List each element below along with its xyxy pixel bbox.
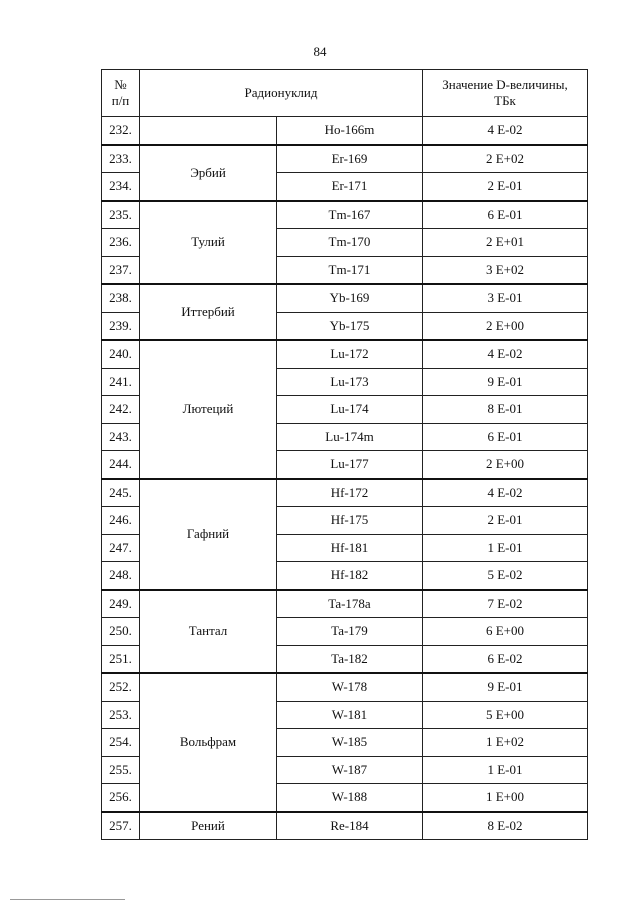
header-number [102, 70, 140, 117]
element-name: Гафний [140, 479, 277, 590]
d-value: 8 E-01 [423, 396, 588, 424]
d-value: 1 E+02 [423, 729, 588, 757]
row-number: 237. [102, 256, 140, 284]
row-number: 235. [102, 201, 140, 229]
scan-edge-mark [10, 899, 125, 900]
nuclide-name: Ho-166m [277, 117, 423, 145]
nuclide-name: W-178 [277, 673, 423, 701]
nuclide-name: Tm-170 [277, 229, 423, 257]
nuclide-name: W-181 [277, 701, 423, 729]
d-value: 4 E-02 [423, 479, 588, 507]
table-row [102, 145, 588, 173]
header-value [423, 70, 588, 117]
row-number: 236. [102, 229, 140, 257]
header-row [102, 70, 588, 117]
nuclide-name: Hf-181 [277, 534, 423, 562]
row-number: 238. [102, 284, 140, 312]
nuclide-name: Ta-179 [277, 618, 423, 646]
row-number: 241. [102, 368, 140, 396]
header-value-line1: Значение D-величины, [442, 77, 568, 92]
row-number: 255. [102, 756, 140, 784]
table-body [102, 117, 588, 840]
d-value: 6 E-02 [423, 645, 588, 673]
d-value: 3 E+02 [423, 256, 588, 284]
row-number: 250. [102, 618, 140, 646]
d-value: 2 E+00 [423, 312, 588, 340]
table-row [102, 590, 588, 618]
d-value: 1 E+00 [423, 784, 588, 812]
table-row [102, 117, 588, 145]
nuclide-name: Lu-173 [277, 368, 423, 396]
nuclide-name: Lu-174m [277, 423, 423, 451]
table-row [102, 673, 588, 701]
row-number: 256. [102, 784, 140, 812]
page-number: 84 [313, 44, 327, 59]
row-number: 246. [102, 507, 140, 535]
d-value: 1 E-01 [423, 756, 588, 784]
d-value: 1 E-01 [423, 534, 588, 562]
element-name: Тулий [140, 201, 277, 285]
nuclide-name: W-188 [277, 784, 423, 812]
d-value: 3 E-01 [423, 284, 588, 312]
nuclide-name: W-187 [277, 756, 423, 784]
header-radionuclide: Радионуклид [140, 70, 423, 117]
element-name [140, 117, 277, 145]
nuclide-name: Tm-167 [277, 201, 423, 229]
row-number: 253. [102, 701, 140, 729]
element-name: Вольфрам [140, 673, 277, 812]
row-number: 234. [102, 173, 140, 201]
element-name: Эрбий [140, 145, 277, 201]
header-value-line2: ТБк [494, 93, 516, 108]
table-row [102, 479, 588, 507]
nuclide-name: Ta-182 [277, 645, 423, 673]
d-value: 9 E-01 [423, 673, 588, 701]
d-value: 6 E+00 [423, 618, 588, 646]
table-row [102, 284, 588, 312]
row-number: 252. [102, 673, 140, 701]
d-value: 6 E-01 [423, 423, 588, 451]
row-number: 248. [102, 562, 140, 590]
d-value: 6 E-01 [423, 201, 588, 229]
row-number: 233. [102, 145, 140, 173]
row-number: 254. [102, 729, 140, 757]
nuclide-name: Lu-177 [277, 451, 423, 479]
row-number: 257. [102, 812, 140, 840]
nuclide-name: Hf-182 [277, 562, 423, 590]
nuclide-name: Lu-174 [277, 396, 423, 424]
nuclide-name: Re-184 [277, 812, 423, 840]
row-number: 239. [102, 312, 140, 340]
d-value: 2 E+02 [423, 145, 588, 173]
table-header [102, 70, 588, 117]
radionuclide-table [101, 69, 588, 840]
element-name: Рений [140, 812, 277, 840]
row-number: 249. [102, 590, 140, 618]
nuclide-name: Er-171 [277, 173, 423, 201]
row-number: 242. [102, 396, 140, 424]
d-value: 4 E-02 [423, 340, 588, 368]
nuclide-name: Er-169 [277, 145, 423, 173]
header-number-line2: п/п [111, 93, 130, 108]
row-number: 243. [102, 423, 140, 451]
row-number: 244. [102, 451, 140, 479]
d-value: 2 E-01 [423, 507, 588, 535]
d-value: 2 E+01 [423, 229, 588, 257]
nuclide-name: Hf-172 [277, 479, 423, 507]
element-name: Лютеций [140, 340, 277, 479]
nuclide-name: W-185 [277, 729, 423, 757]
d-value: 8 E-02 [423, 812, 588, 840]
table-row [102, 812, 588, 840]
element-name: Иттербий [140, 284, 277, 340]
table-row [102, 201, 588, 229]
row-number: 247. [102, 534, 140, 562]
nuclide-name: Hf-175 [277, 507, 423, 535]
nuclide-name: Lu-172 [277, 340, 423, 368]
d-value: 4 E-02 [423, 117, 588, 145]
d-value: 7 E-02 [423, 590, 588, 618]
nuclide-name: Tm-171 [277, 256, 423, 284]
row-number: 245. [102, 479, 140, 507]
d-value: 9 E-01 [423, 368, 588, 396]
nuclide-name: Yb-175 [277, 312, 423, 340]
d-value: 2 E-01 [423, 173, 588, 201]
row-number: 251. [102, 645, 140, 673]
nuclide-name: Yb-169 [277, 284, 423, 312]
nuclide-name: Ta-178a [277, 590, 423, 618]
table-row [102, 340, 588, 368]
row-number: 232. [102, 117, 140, 145]
d-value: 5 E+00 [423, 701, 588, 729]
header-number-line1: № [114, 77, 127, 92]
d-value: 2 E+00 [423, 451, 588, 479]
element-name: Тантал [140, 590, 277, 674]
row-number: 240. [102, 340, 140, 368]
d-value: 5 E-02 [423, 562, 588, 590]
